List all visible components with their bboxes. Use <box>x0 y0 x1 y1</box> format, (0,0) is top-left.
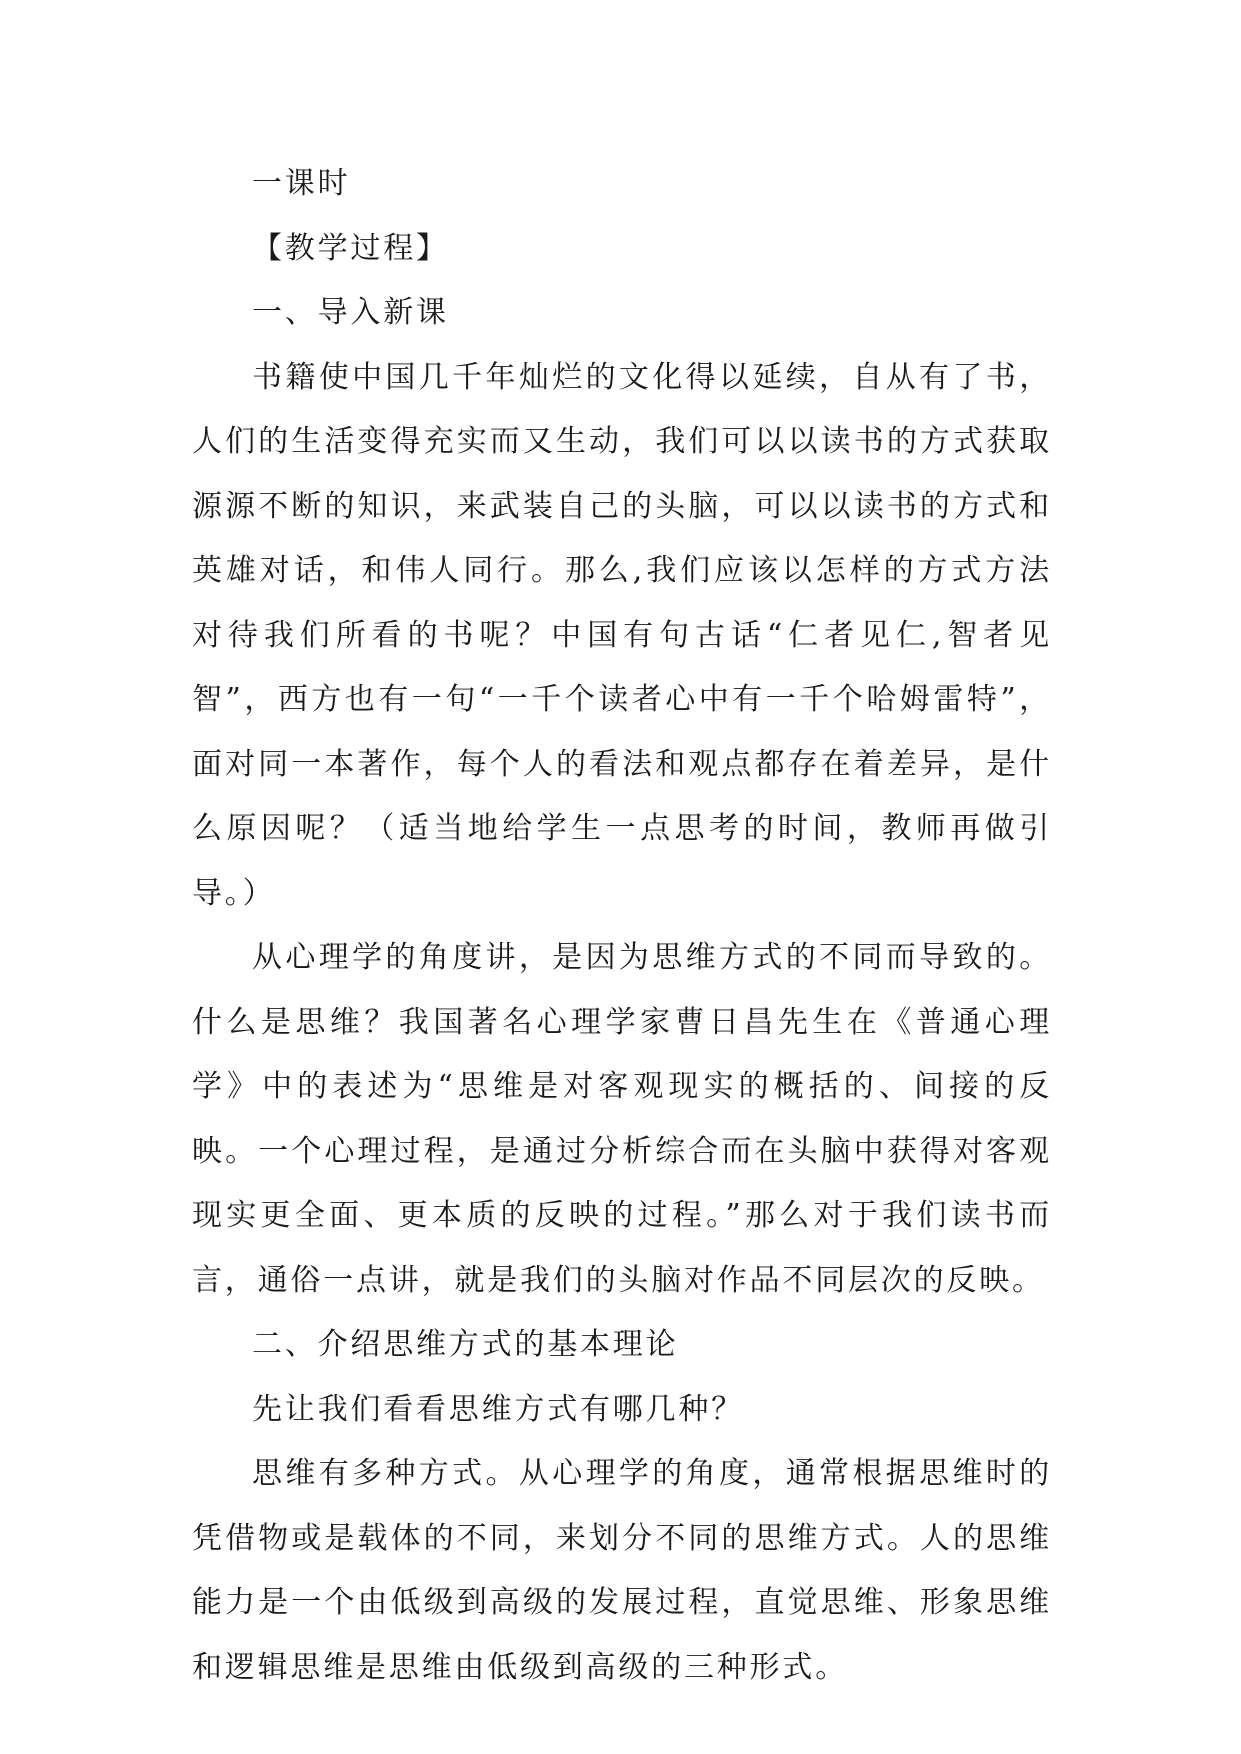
document-page <box>192 152 1052 1700</box>
paragraph-thinking-types: 思维有多种方式。从心理学的角度，通常根据思维时的凭借物或是载体的不同，来划分不同的思维方式。人的思维能力是一个由低级到高级的发展过程，直觉思维、形象思维和逻辑思维是思维由低级到高级的三种形式。 <box>192 1456 1052 1685</box>
teaching-process-heading: 【教学过程】 <box>252 230 449 266</box>
section-heading-thinking-theory: 二、介绍思维方式的基本理论 <box>252 1327 679 1362</box>
paragraph-psychology-thinking: 从心理学的角度讲，是因为思维方式的不同而导致的。什么是思维？我国著名心理学家曹日昌先生在《普通心理学》中的表述为“思维是对客观现实的概括的、间接的反映。一个心理过程，是通过分析综合而在头脑中获得对客观现实更全面、更本质的反映的过程。”那么对于我们读书而言，通俗一点讲，就是我们的头脑对作品不同层次的反映。 <box>192 940 1052 1298</box>
paragraph-thinking-question: 先让我们看看思维方式有哪几种？ <box>252 1391 744 1427</box>
section-heading-introduction: 一、导入新课 <box>252 295 449 330</box>
lesson-period-line: 一课时 <box>252 166 351 201</box>
paragraph-books-intro: 书籍使中国几千年灿烂的文化得以延续，自从有了书，人们的生活变得充实而又生动，我们可以以读书的方式获取源源不断的知识，来武装自己的头脑，可以以读书的方式和英雄对话，和伟人同行。那么,我们应该以怎样的方式方法对待我们所看的书呢？中国有句古话“仁者见仁,智者见智”，西方也有一句“一千个读者心中有一千个哈姆雷特”，面对同一本著作，每个人的看法和观点都存在着差异，是什么原因呢？（适当地给学生一点思考的时间，教师再做引导。） <box>192 359 1052 911</box>
